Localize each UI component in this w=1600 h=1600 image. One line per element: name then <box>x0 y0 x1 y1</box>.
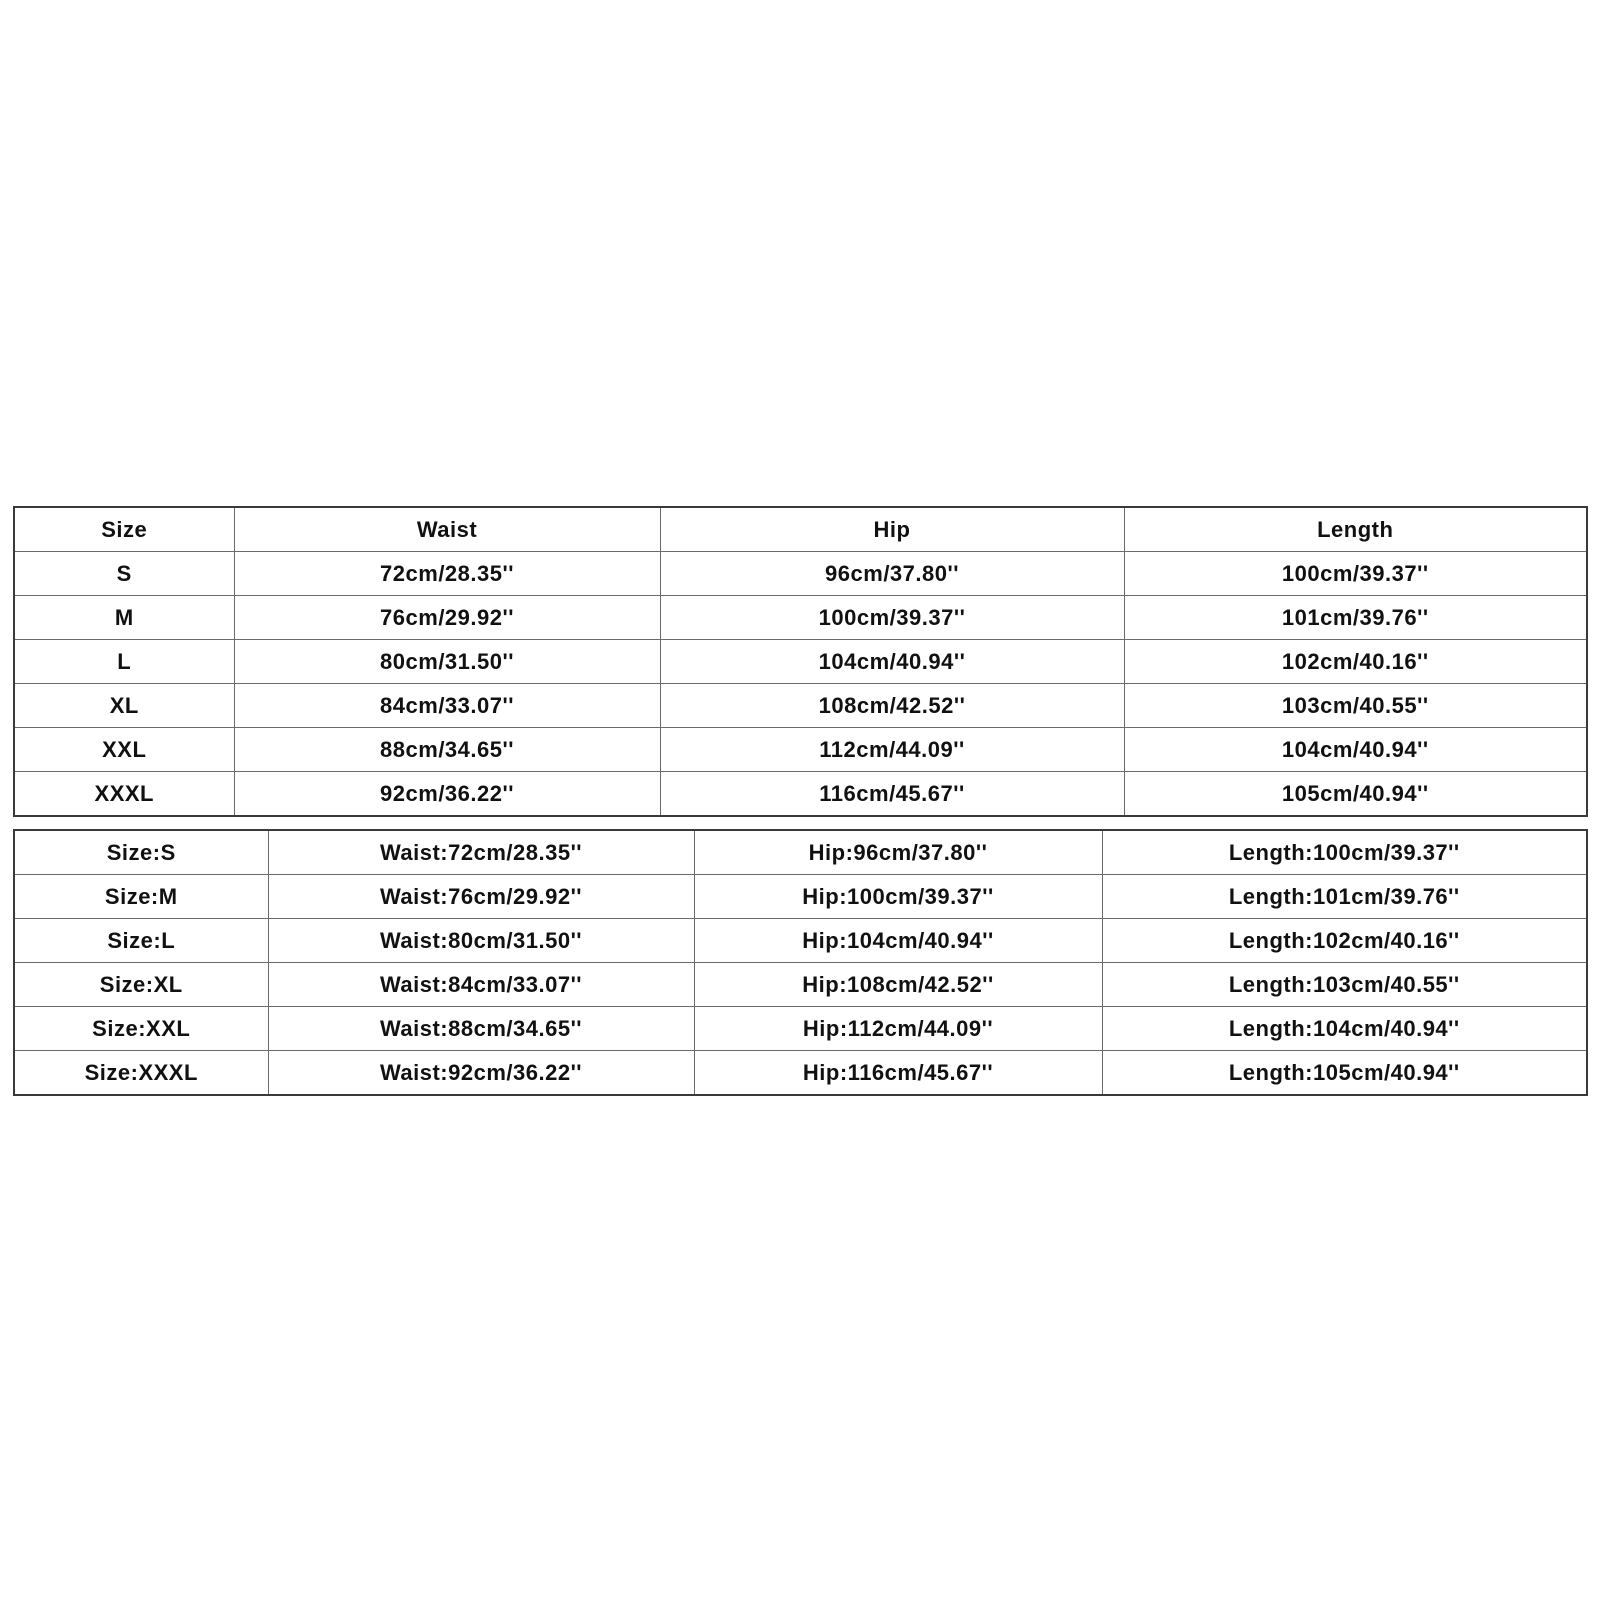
table-row <box>14 772 1587 817</box>
cell-waist: 76cm/29.92'' <box>234 596 660 640</box>
cell-hip: Hip:116cm/45.67'' <box>694 1051 1102 1096</box>
header-waist: Waist <box>234 507 660 552</box>
header-length: Length <box>1124 507 1587 552</box>
cell-length: 101cm/39.76'' <box>1124 596 1587 640</box>
cell-hip: 96cm/37.80'' <box>660 552 1124 596</box>
cell-waist: Waist:92cm/36.22'' <box>268 1051 694 1096</box>
cell-hip: Hip:112cm/44.09'' <box>694 1007 1102 1051</box>
size-chart-table-cm-inch <box>13 506 1588 817</box>
cell-size: Size:M <box>14 875 268 919</box>
table-header-row <box>14 507 1587 552</box>
cell-size: L <box>14 640 234 684</box>
cell-length: Length:105cm/40.94'' <box>1102 1051 1587 1096</box>
cell-size: XXXL <box>14 772 234 817</box>
cell-size: XXL <box>14 728 234 772</box>
cell-waist: Waist:84cm/33.07'' <box>268 963 694 1007</box>
table-row <box>14 919 1587 963</box>
cell-waist: Waist:72cm/28.35'' <box>268 830 694 875</box>
table-row <box>14 830 1587 875</box>
cell-waist: 88cm/34.65'' <box>234 728 660 772</box>
cell-length: 103cm/40.55'' <box>1124 684 1587 728</box>
cell-length: 105cm/40.94'' <box>1124 772 1587 817</box>
cell-hip: Hip:108cm/42.52'' <box>694 963 1102 1007</box>
cell-hip: Hip:104cm/40.94'' <box>694 919 1102 963</box>
cell-hip: 108cm/42.52'' <box>660 684 1124 728</box>
cell-waist: Waist:76cm/29.92'' <box>268 875 694 919</box>
header-hip: Hip <box>660 507 1124 552</box>
table-row <box>14 596 1587 640</box>
cell-size: S <box>14 552 234 596</box>
table-row <box>14 875 1587 919</box>
cell-size: Size:L <box>14 919 268 963</box>
cell-length: Length:101cm/39.76'' <box>1102 875 1587 919</box>
cell-size: M <box>14 596 234 640</box>
cell-length: Length:102cm/40.16'' <box>1102 919 1587 963</box>
cell-waist: Waist:88cm/34.65'' <box>268 1007 694 1051</box>
cell-size: Size:XXL <box>14 1007 268 1051</box>
cell-length: 100cm/39.37'' <box>1124 552 1587 596</box>
cell-size: Size:XXXL <box>14 1051 268 1096</box>
cell-length: Length:103cm/40.55'' <box>1102 963 1587 1007</box>
cell-hip: 112cm/44.09'' <box>660 728 1124 772</box>
table-row <box>14 1007 1587 1051</box>
cell-length: Length:100cm/39.37'' <box>1102 830 1587 875</box>
cell-size: XL <box>14 684 234 728</box>
cell-hip: Hip:96cm/37.80'' <box>694 830 1102 875</box>
cell-waist: 72cm/28.35'' <box>234 552 660 596</box>
table-row <box>14 728 1587 772</box>
cell-hip: 104cm/40.94'' <box>660 640 1124 684</box>
cell-length: 104cm/40.94'' <box>1124 728 1587 772</box>
table-row <box>14 963 1587 1007</box>
cell-size: Size:S <box>14 830 268 875</box>
cell-hip: Hip:100cm/39.37'' <box>694 875 1102 919</box>
cell-size: Size:XL <box>14 963 268 1007</box>
cell-waist: 84cm/33.07'' <box>234 684 660 728</box>
table-row <box>14 684 1587 728</box>
table-row <box>14 1051 1587 1096</box>
cell-waist: 92cm/36.22'' <box>234 772 660 817</box>
cell-length: Length:104cm/40.94'' <box>1102 1007 1587 1051</box>
cell-length: 102cm/40.16'' <box>1124 640 1587 684</box>
cell-hip: 116cm/45.67'' <box>660 772 1124 817</box>
table-row <box>14 640 1587 684</box>
cell-waist: Waist:80cm/31.50'' <box>268 919 694 963</box>
cell-hip: 100cm/39.37'' <box>660 596 1124 640</box>
size-chart-table-labeled <box>13 829 1588 1096</box>
header-size: Size <box>14 507 234 552</box>
cell-waist: 80cm/31.50'' <box>234 640 660 684</box>
table-row <box>14 552 1587 596</box>
